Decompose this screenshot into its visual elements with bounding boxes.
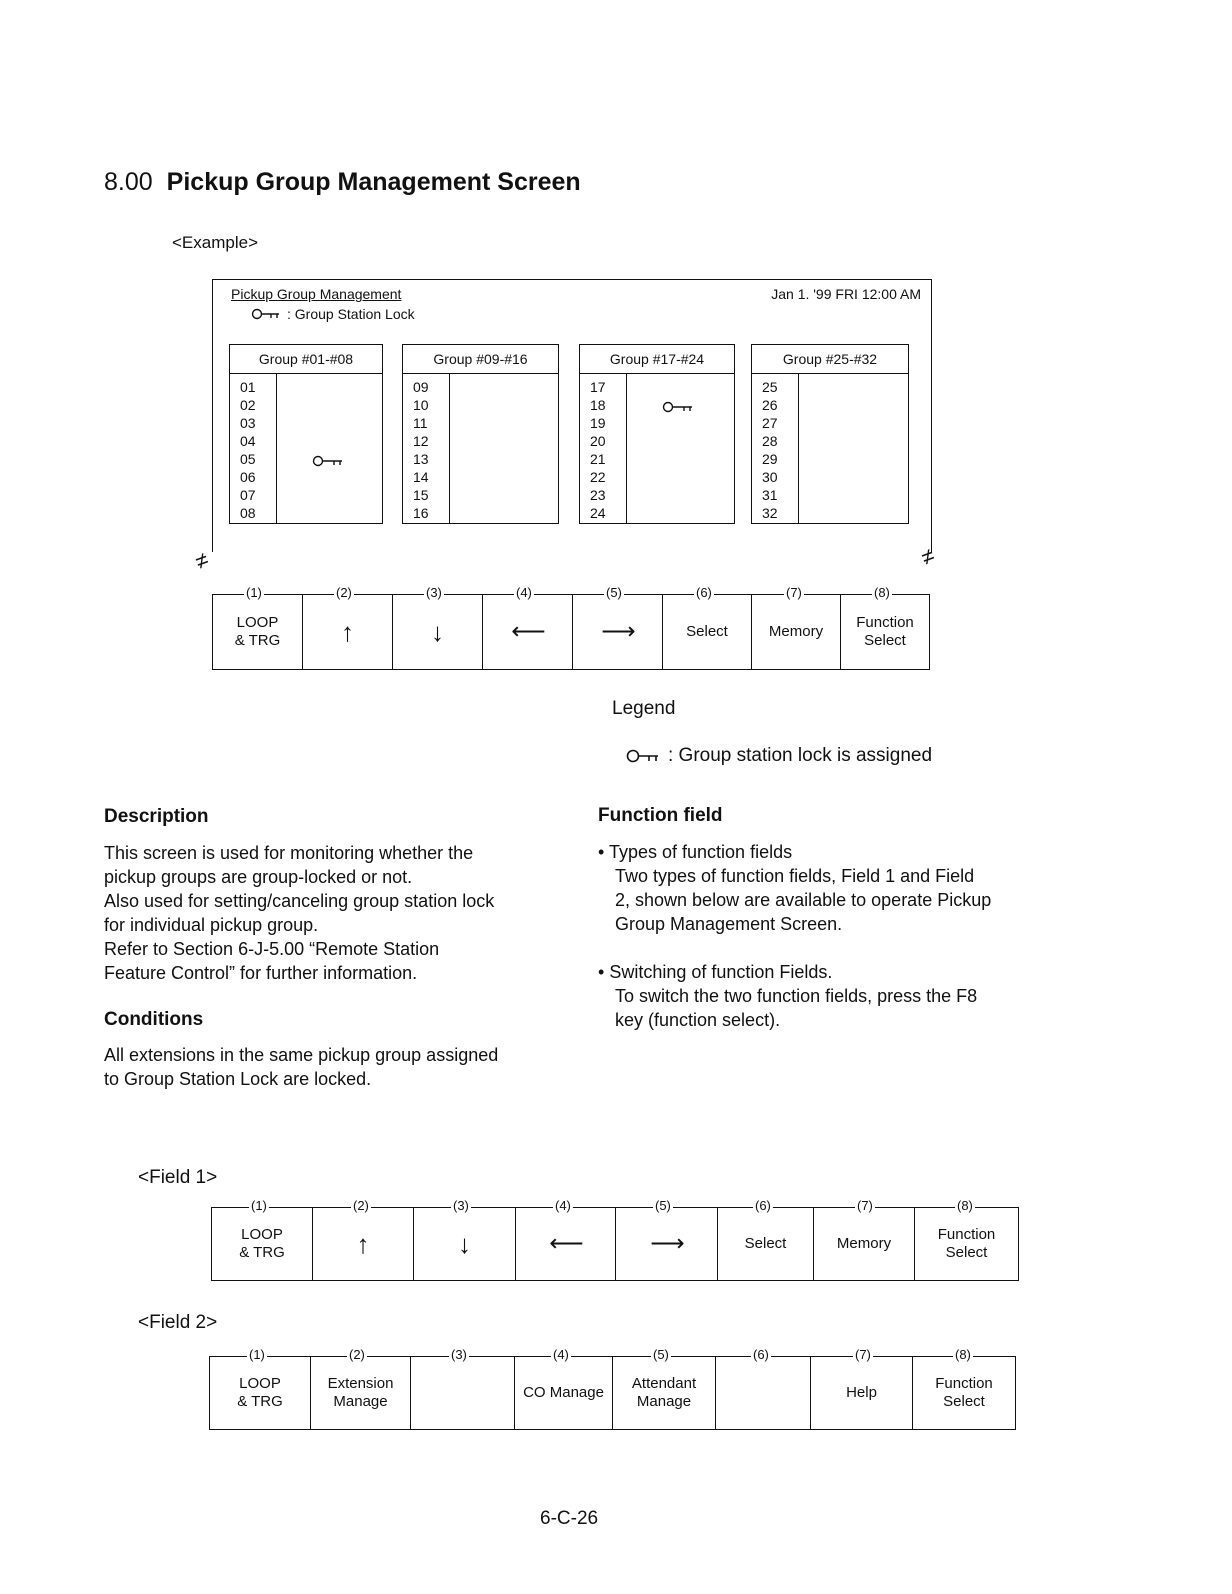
key-number: (4): [553, 1347, 569, 1362]
group-numbers: [230, 374, 277, 523]
group-numbers: [580, 374, 627, 523]
bullet-line: 2, shown below are available to operate Pickup: [615, 890, 992, 910]
page-number: 6-C-26: [540, 1508, 599, 1529]
key-icon: [251, 308, 281, 320]
description-line: pickup groups are group-locked or not.: [104, 867, 413, 887]
key-number: (6): [755, 1198, 771, 1213]
field1-key-loop-trg[interactable]: LOOP & TRG: [211, 1207, 312, 1281]
legend-heading: Legend: [612, 698, 676, 719]
conditions-text: [104, 1043, 564, 1091]
key-number: (6): [696, 585, 712, 600]
section-title: Pickup Group Management Screen: [166, 168, 581, 196]
screen-key-left[interactable]: ⟵: [482, 594, 572, 670]
field1-function-keys: [211, 1198, 1019, 1281]
key-number: (2): [349, 1347, 365, 1362]
key-icon: [626, 749, 660, 763]
group-numbers: [403, 374, 450, 523]
description-line: Feature Control” for further information.: [104, 963, 418, 983]
function-field-heading: Function field: [598, 805, 723, 826]
field1-key-left[interactable]: ⟵: [515, 1207, 615, 1281]
bullet-line: key (function select).: [615, 1010, 781, 1030]
group-number: 12: [413, 433, 429, 449]
key-number: (7): [857, 1198, 873, 1213]
key-number: (1): [246, 585, 262, 600]
field1-key-function-select[interactable]: Function Select: [914, 1207, 1019, 1281]
section-number: 8.00: [104, 168, 153, 196]
key-number: (3): [451, 1347, 467, 1362]
group-number: 13: [413, 451, 429, 467]
group-number: 04: [240, 433, 256, 449]
key-number: (1): [251, 1198, 267, 1213]
screen-key-memory[interactable]: Memory: [751, 594, 840, 670]
screen-datetime: Jan 1. '99 FRI 12:00 AM: [771, 286, 921, 302]
field2-key-co-manage[interactable]: CO Manage: [514, 1356, 612, 1430]
field2-key-blank-6[interactable]: [715, 1356, 810, 1430]
field1-key-select[interactable]: Select: [717, 1207, 813, 1281]
key-number: (7): [786, 585, 802, 600]
group-header: Group #25-#32: [752, 345, 908, 374]
field2-function-keys: [209, 1347, 1016, 1430]
function-field-bullet-1: • Types of function fields Two types of function fields, Field 1 and Field 2, shown below are available to operate Pickup Group Management Screen.: [598, 840, 1038, 936]
group-number: 16: [413, 505, 429, 521]
description-line: Refer to Section 6-J-5.00 “Remote Station: [104, 939, 440, 959]
group-number: 14: [413, 469, 429, 485]
key-number: (5): [655, 1198, 671, 1213]
legend-item: [626, 745, 932, 767]
field1-label: <Field 1>: [138, 1167, 218, 1188]
key-number: (3): [453, 1198, 469, 1213]
group-number: 28: [762, 433, 778, 449]
key-number: (2): [336, 585, 352, 600]
field2-key-blank-3[interactable]: [410, 1356, 514, 1430]
key-number: (6): [753, 1347, 769, 1362]
group-panel: [229, 344, 383, 524]
screen-key-function-select[interactable]: Function Select: [840, 594, 930, 670]
group-number: 23: [590, 487, 606, 503]
group-panel: [751, 344, 909, 524]
key-number: (1): [249, 1347, 265, 1362]
screen-key-down[interactable]: ↓: [392, 594, 482, 670]
description-text: [104, 841, 564, 985]
conditions-line: All extensions in the same pickup group assigned: [104, 1045, 499, 1065]
group-numbers: [752, 374, 799, 523]
key-icon: [312, 455, 344, 467]
group-number: 01: [240, 379, 256, 395]
group-number: 05: [240, 451, 256, 467]
group-number: 22: [590, 469, 606, 485]
screen-key-up[interactable]: ↑: [302, 594, 392, 670]
field1-key-memory[interactable]: Memory: [813, 1207, 914, 1281]
key-number: (3): [426, 585, 442, 600]
key-icon: [662, 401, 694, 413]
screen-key-loop-trg[interactable]: LOOP & TRG: [212, 594, 302, 670]
key-number: (4): [555, 1198, 571, 1213]
screen-function-keys: [212, 585, 930, 670]
example-label: <Example>: [172, 233, 258, 252]
key-number: (5): [653, 1347, 669, 1362]
field1-key-up[interactable]: ↑: [312, 1207, 413, 1281]
group-number: 03: [240, 415, 256, 431]
description-line: for individual pickup group.: [104, 915, 319, 935]
group-panel: [402, 344, 559, 524]
example-screen: [212, 279, 932, 552]
group-number: 25: [762, 379, 778, 395]
group-number: 29: [762, 451, 778, 467]
key-number: (8): [874, 585, 890, 600]
legend-text: : Group station lock is assigned: [668, 745, 933, 766]
lock-legend-text: : Group Station Lock: [287, 306, 415, 322]
group-number: 20: [590, 433, 606, 449]
group-number: 32: [762, 505, 778, 521]
group-number: 27: [762, 415, 778, 431]
bullet-line: Two types of function fields, Field 1 and Field: [615, 866, 975, 886]
description-heading: Description: [104, 806, 209, 827]
group-header: Group #17-#24: [580, 345, 734, 374]
group-header: Group #09-#16: [403, 345, 558, 374]
function-field-bullet-2: • Switching of function Fields. To switch the two function fields, press the F8 key (function select).: [598, 960, 1038, 1032]
screen-key-select[interactable]: Select: [662, 594, 751, 670]
key-number: (4): [516, 585, 532, 600]
group-number: 09: [413, 379, 429, 395]
field2-key-attendant-manage[interactable]: Attendant Manage: [612, 1356, 715, 1430]
key-number: (2): [353, 1198, 369, 1213]
screen-lock-legend: [251, 306, 415, 322]
description-line: Also used for setting/canceling group station lock: [104, 891, 495, 911]
group-number: 10: [413, 397, 429, 413]
group-number: 17: [590, 379, 606, 395]
key-number: (8): [955, 1347, 971, 1362]
key-number: (5): [606, 585, 622, 600]
field2-key-help[interactable]: Help: [810, 1356, 912, 1430]
group-header: Group #01-#08: [230, 345, 382, 374]
bullet-title: Types of function fields: [608, 842, 793, 862]
group-number: 30: [762, 469, 778, 485]
conditions-line: to Group Station Lock are locked.: [104, 1069, 372, 1089]
group-number: 24: [590, 505, 606, 521]
key-number: (7): [855, 1347, 871, 1362]
screen-key-right[interactable]: ⟶: [572, 594, 662, 670]
break-mark-left: ≠: [191, 546, 212, 575]
key-number: (8): [957, 1198, 973, 1213]
break-mark-right: ≠: [917, 542, 938, 571]
field2-key-function-select[interactable]: Function Select: [912, 1356, 1016, 1430]
group-number: 02: [240, 397, 256, 413]
description-line: This screen is used for monitoring whether the: [104, 843, 474, 863]
page-title: [104, 168, 581, 197]
group-number: 11: [413, 415, 428, 431]
conditions-heading: Conditions: [104, 1009, 204, 1030]
group-number: 06: [240, 469, 256, 485]
group-number: 26: [762, 397, 778, 413]
bullet-title: Switching of function Fields.: [609, 962, 833, 982]
group-panel: [579, 344, 735, 524]
field1-key-down[interactable]: ↓: [413, 1207, 515, 1281]
group-number: 31: [762, 487, 778, 503]
bullet-line: Group Management Screen.: [615, 914, 843, 934]
group-number: 18: [590, 397, 606, 413]
field2-label: <Field 2>: [138, 1312, 218, 1333]
screen-title: Pickup Group Management: [231, 286, 402, 302]
group-number: 08: [240, 505, 256, 521]
field2-key-loop-trg[interactable]: LOOP & TRG: [209, 1356, 310, 1430]
group-number: 19: [590, 415, 606, 431]
group-number: 07: [240, 487, 256, 503]
bullet-line: To switch the two function fields, press the F8: [615, 986, 978, 1006]
group-number: 15: [413, 487, 429, 503]
field1-key-right[interactable]: ⟶: [615, 1207, 717, 1281]
field2-key-extension-manage[interactable]: Extension Manage: [310, 1356, 410, 1430]
group-number: 21: [590, 451, 606, 467]
